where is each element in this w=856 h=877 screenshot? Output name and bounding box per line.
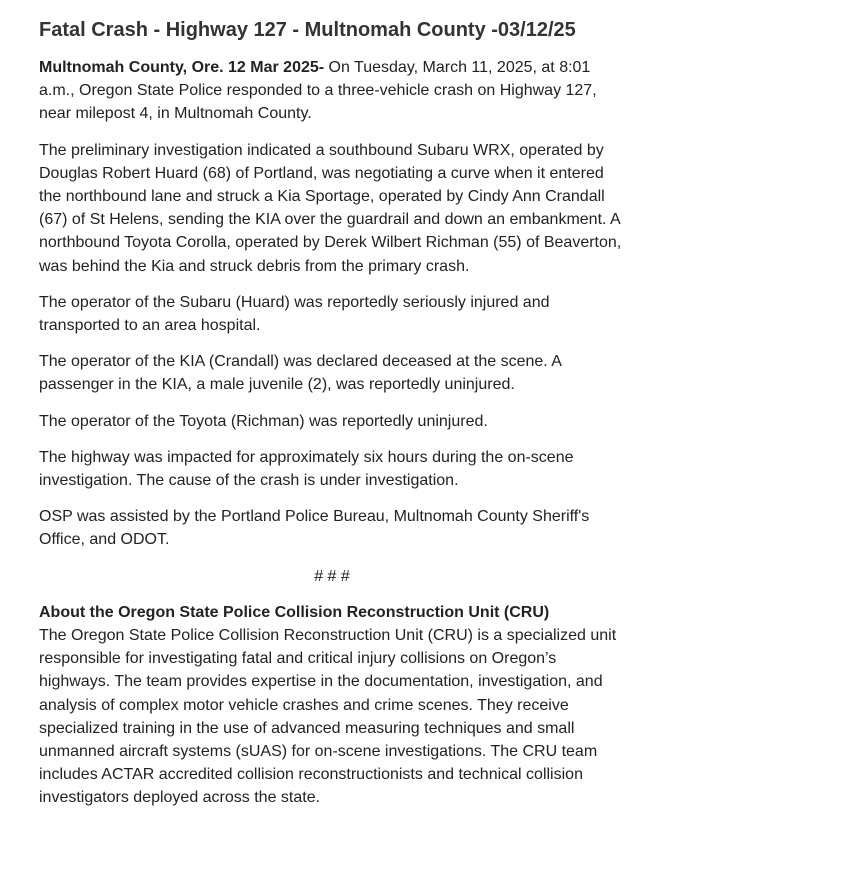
paragraph-subaru-operator: The operator of the Subaru (Huard) was reportedly seriously injured and transported to an area hospital. xyxy=(39,293,550,335)
dateline: Multnomah County, Ore. 12 Mar 2025- xyxy=(39,59,325,76)
about-section xyxy=(39,601,625,810)
paragraph-kia-operator: The operator of the KIA (Crandall) was declared deceased at the scene. A passenger in the KIA, a male juvenile (2), was reportedly uninjured. xyxy=(39,353,562,394)
lead-paragraph xyxy=(39,56,625,126)
paragraph-toyota-operator: The operator of the Toyota (Richman) was reportedly uninjured. xyxy=(39,412,488,430)
press-release-article xyxy=(39,14,625,823)
paragraph-highway-impact: The highway was impacted for approximately six hours during the on-scene investigation. The cause of the crash is under investigation. xyxy=(39,448,574,490)
paragraph-assisting-agencies: OSP was assisted by the Portland Police Bureau, Multnomah County Sheriff's Office, and ODOT. xyxy=(39,508,590,549)
about-body: The Oregon State Police Collision Reconstruction Unit (CRU) is a specialized unit responsible for investigating fatal and critical injury collisions on Oregon’s highways. The team provides expertise in the documentation, investigation, and analysis of complex motor vehicle crashes and crime scenes. They receive specialized training in the use of advanced measuring techniques and small unmanned aircraft systems (sUAS) for on-scene investigations. The CRU team includes ACTAR accredited collision reconstructionists and technical collision investigators deployed across the state. xyxy=(39,627,617,807)
about-heading: About the Oregon State Police Collision Reconstruction Unit (CRU) xyxy=(39,603,550,621)
paragraph-investigation: The preliminary investigation indicated a southbound Subaru WRX, operated by Douglas Robert Huard (68) of Portland, was negotiating a curve when it entered the northbound lane and struck a Kia Sportage, operated by Cindy Ann Crandall (67) of St Helens, sending the KIA over the guardrail and down an embankment. A northbound Toyota Corolla, operated by Derek Wilbert Richman (55) of Beaverton, was behind the Kia and struck debris from the primary crash. xyxy=(39,141,622,275)
lead-text: On Tuesday, March 11, 2025, at 8:01 a.m., Oregon State Police responded to a three-vehicle crash on Highway 127, near milepost 4, in Multnomah County. xyxy=(39,59,597,123)
section-separator: # # # xyxy=(314,567,350,585)
article-title: Fatal Crash - Highway 127 - Multnomah County -03/12/25 xyxy=(39,19,576,41)
